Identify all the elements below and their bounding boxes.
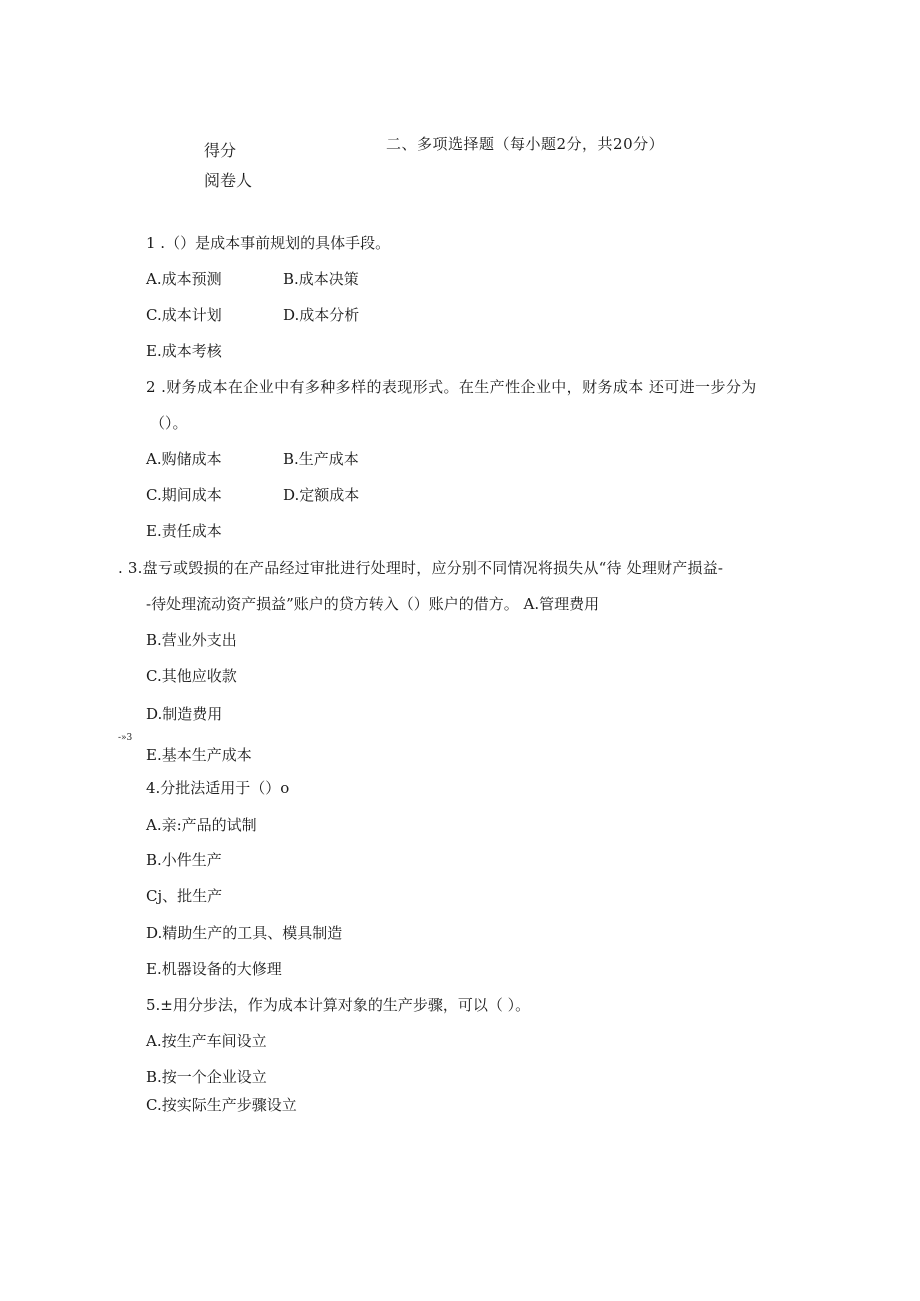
question-stem-line-2: （）。: [150, 414, 188, 432]
option-c: C.期间成本: [146, 486, 222, 504]
option-e: E.机器设备的大修理: [146, 960, 282, 978]
option-e: E.基本生产成本: [146, 746, 252, 764]
option-b: B.按一个企业设立: [146, 1068, 267, 1086]
section-title: 二、多项选择题（每小题2分，共20分）: [386, 135, 665, 153]
option-a: A.购储成本: [146, 450, 222, 468]
option-c: C.其他应收款: [146, 667, 237, 685]
option-d: D.定额成本: [283, 486, 360, 504]
question-stem-line-2: -待处理流动资产损益”账户的贷方转入（）账户的借方。 A.管理费用: [146, 595, 600, 613]
question-stem: 1 .（）是成本事前规划的具体手段。: [146, 234, 391, 252]
option-b: B.生产成本: [283, 450, 359, 468]
option-e: E.责任成本: [146, 522, 222, 540]
question-stem: 4.分批法适用于（）o: [146, 779, 290, 797]
option-b: B.营业外支出: [146, 631, 237, 649]
question-stem-line-1: 2 .财务成本在企业中有多种多样的表现形式。在生产性企业中，财务成本 还可进一步分为: [146, 378, 757, 396]
option-d: D.成本分析: [283, 306, 360, 324]
option-d: D.制造费用: [146, 705, 223, 723]
option-b: B.小件生产: [146, 851, 222, 869]
margin-note: -»3: [118, 733, 133, 743]
score-label: 得分: [204, 141, 237, 160]
option-a: A.成本预测: [146, 270, 222, 288]
grader-label: 阅卷人: [204, 171, 253, 190]
option-d: D.精助生产的工具、模具制造: [146, 924, 343, 942]
option-b: B.成本决策: [283, 270, 359, 288]
question-stem-line-1: . 3.盘亏或毁损的在产品经过审批进行处理时，应分别不同情况将损失从“待 处理财产损益-: [118, 559, 724, 577]
option-c: Cj、批生产: [146, 887, 223, 905]
option-a: A.亲:产品的试制: [146, 816, 257, 834]
question-stem: 5.±用分步法，作为成本计算对象的生产步骤，可以（ ）。: [146, 996, 531, 1014]
option-c: C.成本计划: [146, 306, 222, 324]
option-e: E.成本考核: [146, 342, 222, 360]
option-c: C.按实际生产步骤设立: [146, 1096, 297, 1114]
option-a: A.按生产车间设立: [146, 1032, 267, 1050]
